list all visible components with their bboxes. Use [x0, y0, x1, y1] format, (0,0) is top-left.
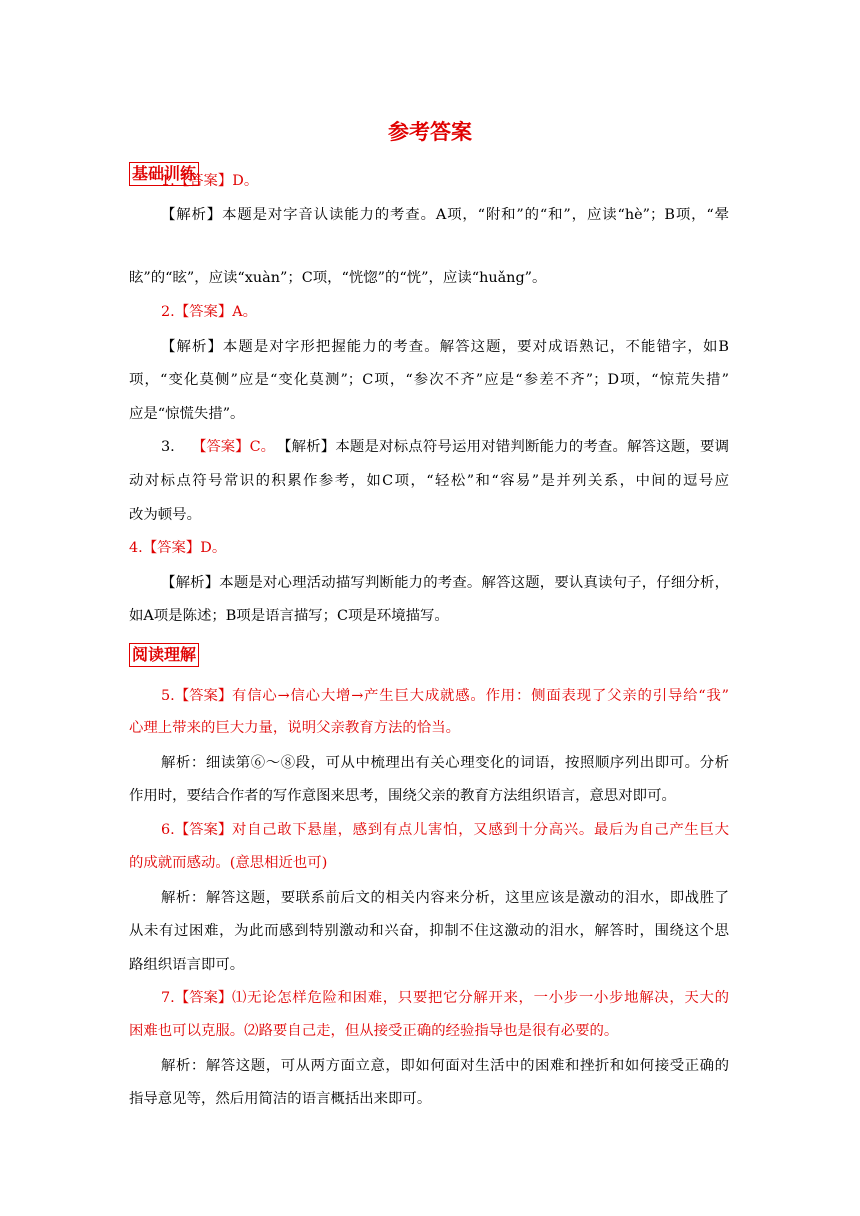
q4-analysis-line-2: 如A项是陈述；B项是语言描写；C项是环境描写。 [129, 608, 449, 624]
q7-analysis-line-2: 指导意见等，然后用简洁的语言概括出来即可。 [129, 1091, 432, 1107]
q7-analysis-line-1: 解析：解答这题，可从两方面立意，即如何面对生活中的困难和挫折和如何接受正确的 [161, 1058, 729, 1074]
q6-answer-line-1: 对自己敢下悬崖，感到有点儿害怕，又感到十分高兴。最后为自己产生巨大 [232, 822, 729, 838]
q6-analysis-line-2: 从未有过困难，为此而感到特别激动和兴奋，抑制不住这激动的泪水，解答时，围绕这个思 [129, 923, 729, 939]
q5-answer-line-2: 心理上带来的巨大力量，说明父亲教育方法的恰当。 [129, 720, 460, 736]
q1-analysis-line-2: 眩”的“眩”，应读“xuàn”；C项，“恍惚”的“恍”，应读“huǎng”。 [129, 270, 547, 286]
q7-answer-line-1: ⑴无论怎样危险和困难，只要把它分解开来，一小步一小步地解决，天大的 [232, 990, 729, 1006]
q7-answer-label: 7.【答案】 [161, 990, 233, 1006]
q6-analysis-line-1: 解析：解答这题，要联系前后文的相关内容来分析，这里应该是激动的泪水，即战胜了 [161, 890, 729, 906]
q6-analysis-line-3: 路组织语言即可。 [129, 957, 245, 973]
q1-answer: 1.【答案】D。 [161, 173, 259, 189]
q4-analysis-line-1: 【解析】本题是对心理活动描写判断能力的考查。解答这题，要认真读句子，仔细分析， [161, 575, 729, 591]
section-heading-reading-comprehension: 阅读理解 [129, 643, 199, 667]
page-title: 参考答案 [388, 120, 472, 144]
q5-answer-label: 5.【答案】 [161, 688, 233, 704]
q6-answer-line-2: 的成就而感动。(意思相近也可) [129, 855, 328, 871]
q7-answer-line-2: 困难也可以克服。⑵路要自己走，但从接受正确的经验指导也是很有必要的。 [129, 1023, 619, 1039]
q3-analysis-line-2: 动对标点符号常识的积累作参考，如C项，“轻松”和“容易”是并列关系，中间的逗号应 [129, 473, 729, 489]
q3-analysis-line-1: 【解析】本题是对标点符号运用对错判断能力的考查。解答这题，要调 [277, 439, 729, 455]
q2-answer: 2.【答案】A。 [161, 304, 258, 320]
q3-analysis-line-3: 改为顿号。 [129, 507, 201, 523]
q2-analysis-line-2: 项，“变化莫侧”应是“变化莫测”；C项，“参次不齐”应是“参差不齐”；D项，“惊荒失措” [129, 372, 729, 388]
q5-analysis-line-1: 解析：细读第⑥～⑧段，可从中梳理出有关心理变化的词语，按照顺序列出即可。分析 [161, 755, 729, 771]
q1-analysis-line-1: 【解析】本题是对字音认读能力的考查。A项，“附和”的“和”，应读“hè”；B项，“晕 [161, 207, 729, 223]
q3-number: 3. [161, 439, 175, 455]
q6-answer-label: 6.【答案】 [161, 822, 233, 838]
q4-answer: 4.【答案】D。 [129, 540, 227, 556]
section-heading-basic-training: 基础训练 [129, 162, 199, 186]
q2-analysis-line-1: 【解析】本题是对字形把握能力的考查。解答这题，要对成语熟记，不能错字，如B [161, 339, 729, 355]
q2-analysis-line-3: 应是“惊慌失措”。 [129, 406, 245, 422]
q5-answer-line-1: 有信心→信心大增→产生巨大成就感。作用：侧面表现了父亲的引导给“我” [232, 688, 729, 704]
q5-analysis-line-2: 作用时，要结合作者的写作意图来思考，围绕父亲的教育方法组织语言，意思对即可。 [129, 788, 676, 804]
q3-answer: 【答案】C。 [192, 439, 275, 455]
